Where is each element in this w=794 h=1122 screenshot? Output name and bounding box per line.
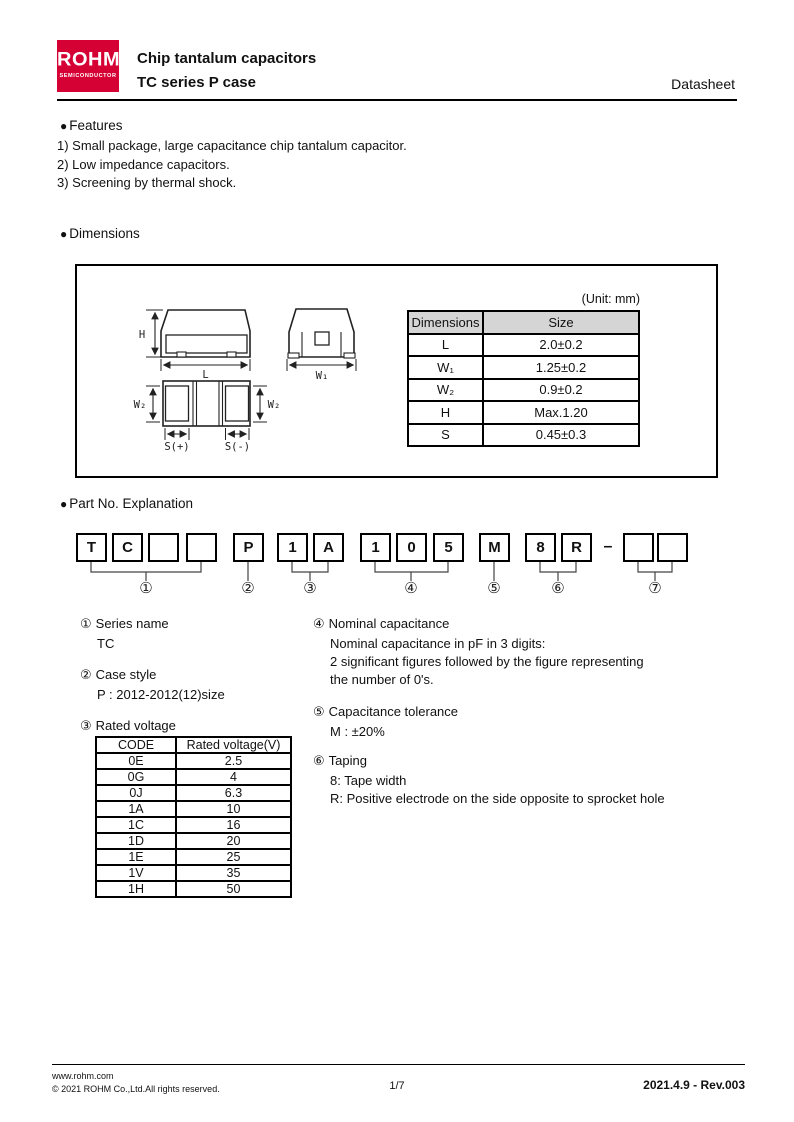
explain-nominal-capacitance: [313, 616, 644, 689]
partno-diagram: [0, 528, 794, 608]
item-number: ①: [80, 616, 92, 631]
item-title: Rated voltage: [95, 718, 176, 733]
partno-box: [186, 533, 217, 562]
doc-type-label: Datasheet: [671, 76, 735, 92]
group-number-5: ⑤: [487, 580, 501, 597]
dimensions-heading: [60, 226, 140, 241]
item-line: P : 2012-2012(12)size: [97, 687, 225, 702]
dim-label-w2-right: W₂: [267, 399, 281, 411]
table-row: 0J 6.3: [96, 785, 291, 801]
rohm-logo-text: ROHM: [57, 49, 121, 71]
footer-revision: 2021.4.9 - Rev.003: [643, 1078, 745, 1092]
unit-label: (Unit: mm): [581, 292, 640, 306]
item-number: ②: [80, 667, 92, 682]
table-row: 1V 35: [96, 865, 291, 881]
explain-taping: [313, 753, 665, 808]
group-number-6: ⑥: [551, 580, 565, 597]
table-row: W₁ 1.25±0.2: [408, 356, 639, 379]
dim-label-w1: W₁: [315, 370, 329, 382]
code-col-header: CODE: [96, 737, 176, 753]
partno-box: 1: [360, 533, 391, 562]
item-number: ③: [80, 718, 92, 733]
title-block: [137, 47, 316, 95]
partno-dash: –: [603, 538, 613, 555]
footer-page-number: 1/7: [389, 1080, 405, 1092]
partno-box: M: [479, 533, 510, 562]
item-line: TC: [97, 636, 115, 651]
footer-copyright: © 2021 ROHM Co.,Ltd.All rights reserved.: [52, 1084, 220, 1094]
partno-box: 8: [525, 533, 556, 562]
item-title: Case style: [95, 667, 157, 682]
partno-box: [148, 533, 179, 562]
item-number: ⑤: [313, 704, 325, 719]
partno-box: 1: [277, 533, 308, 562]
item-line: R: Positive electrode on the side opposite to sprocket hole: [330, 791, 665, 806]
voltage-col-header: Rated voltage(V): [176, 737, 291, 753]
dim-label-s-plus: S(+): [164, 441, 190, 453]
partno-box: C: [112, 533, 143, 562]
table-row: 0E 2.5: [96, 753, 291, 769]
dim-col-header: Dimensions: [408, 311, 483, 334]
page-title-line1: Chip tantalum capacitors: [137, 50, 317, 67]
explain-case-style: [80, 667, 225, 704]
table-row: 1C 16: [96, 817, 291, 833]
table-row: S 0.45±0.3: [408, 424, 639, 447]
dim-label-w2-left: W₂: [133, 399, 147, 411]
features-heading: [60, 118, 123, 133]
item-number: ⑥: [313, 753, 325, 768]
table-row: W₂ 0.9±0.2: [408, 379, 639, 402]
partno-box: 5: [433, 533, 464, 562]
item-line: Nominal capacitance in pF in 3 digits:: [330, 636, 546, 651]
partno-box: T: [76, 533, 107, 562]
item-line: the number of 0's.: [330, 672, 434, 687]
item-number: ④: [313, 616, 325, 631]
footer-website: www.rohm.com: [52, 1071, 114, 1081]
group-number-1: ①: [139, 580, 153, 597]
item-line: 8: Tape width: [330, 773, 407, 788]
partno-box: R: [561, 533, 592, 562]
table-row: 0G 4: [96, 769, 291, 785]
group-number-4: ④: [404, 580, 418, 597]
item-title: Series name: [95, 616, 169, 631]
rohm-logo-subtext: SEMICONDUCTOR: [59, 73, 117, 79]
footer-divider: [52, 1064, 745, 1065]
table-row: 1E 25: [96, 849, 291, 865]
item-title: Nominal capacitance: [328, 616, 450, 631]
partno-box: 0: [396, 533, 427, 562]
feature-item: 2) Low impedance capacitors.: [57, 156, 230, 172]
size-col-header: Size: [483, 311, 639, 334]
table-row: 1D 20: [96, 833, 291, 849]
partno-box: P: [233, 533, 264, 562]
table-row: 1A 10: [96, 801, 291, 817]
bullet-icon: ●: [60, 119, 68, 133]
partno-box: [623, 533, 654, 562]
dim-label-h: H: [138, 329, 146, 341]
rohm-logo: [57, 40, 119, 92]
explain-series-name: [80, 616, 169, 653]
group-number-7: ⑦: [648, 580, 662, 597]
table-row: 1H 50: [96, 881, 291, 897]
table-row: H Max.1.20: [408, 401, 639, 424]
rated-voltage-table: [95, 736, 292, 898]
item-title: Taping: [328, 753, 367, 768]
dim-label-s-minus: S(-): [224, 441, 251, 453]
page-title-line2: TC series P case: [137, 74, 256, 91]
table-row: L 2.0±0.2: [408, 334, 639, 357]
group-number-3: ③: [303, 580, 317, 597]
dimensions-heading-label: Dimensions: [69, 226, 140, 241]
header-divider: [57, 99, 737, 101]
feature-item: 1) Small package, large capacitance chip tantalum capacitor.: [57, 138, 407, 153]
partno-box: A: [313, 533, 344, 562]
features-list: [57, 137, 407, 193]
dimensions-table: [407, 310, 640, 447]
dimensions-panel: [75, 264, 718, 478]
partno-heading: [60, 496, 193, 511]
explain-rated-voltage: [80, 718, 176, 734]
item-line: M : ±20%: [330, 724, 385, 739]
partno-heading-label: Part No. Explanation: [69, 496, 194, 511]
features-heading-label: Features: [69, 118, 123, 133]
partno-box: [657, 533, 688, 562]
item-line: 2 significant figures followed by the figure representing: [330, 654, 644, 669]
feature-item: 3) Screening by thermal shock.: [57, 175, 237, 190]
bullet-icon: ●: [60, 497, 68, 511]
table-header-row: [96, 737, 291, 753]
table-header-row: [408, 311, 639, 334]
explain-capacitance-tolerance: [313, 704, 458, 741]
item-title: Capacitance tolerance: [328, 704, 459, 719]
group-number-2: ②: [241, 580, 255, 597]
dim-label-l: L: [202, 369, 209, 381]
bullet-icon: ●: [60, 227, 68, 241]
